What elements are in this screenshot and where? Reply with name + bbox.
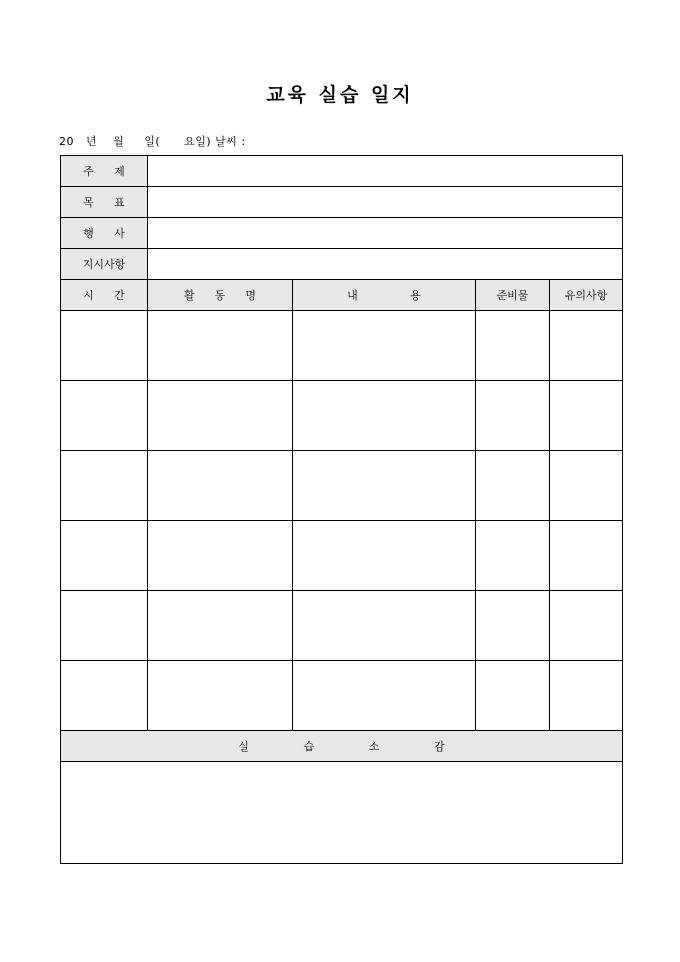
content-header: 내 용 bbox=[293, 280, 476, 311]
materials-cell[interactable] bbox=[476, 311, 550, 381]
event-label: 행 사 bbox=[61, 218, 148, 249]
materials-header: 준비물 bbox=[476, 280, 550, 311]
impressions-row bbox=[61, 762, 623, 864]
instructions-field[interactable] bbox=[148, 249, 623, 280]
schedule-row bbox=[61, 661, 623, 731]
notes-cell[interactable] bbox=[550, 311, 623, 381]
document-title: 교육 실습 일지 bbox=[266, 84, 414, 106]
goal-field[interactable] bbox=[148, 187, 623, 218]
impressions-header: 실 습 소 감 bbox=[61, 731, 623, 762]
schedule-row bbox=[61, 451, 623, 521]
topic-field[interactable] bbox=[148, 156, 623, 187]
notes-cell[interactable] bbox=[550, 381, 623, 451]
time-cell[interactable] bbox=[61, 521, 148, 591]
materials-cell[interactable] bbox=[476, 381, 550, 451]
time-cell[interactable] bbox=[61, 311, 148, 381]
activity-header: 활 동 명 bbox=[148, 280, 293, 311]
activity-cell[interactable] bbox=[148, 381, 293, 451]
time-cell[interactable] bbox=[61, 451, 148, 521]
date-weather-line: 20 년 월 일( 요일) 날씨 : bbox=[59, 135, 246, 148]
notes-cell[interactable] bbox=[550, 451, 623, 521]
notes-cell[interactable] bbox=[550, 661, 623, 731]
activity-cell[interactable] bbox=[148, 311, 293, 381]
activity-cell[interactable] bbox=[148, 451, 293, 521]
event-row bbox=[61, 218, 623, 249]
schedule-row bbox=[61, 591, 623, 661]
schedule-header-row bbox=[61, 280, 623, 311]
impressions-header-row bbox=[61, 731, 623, 762]
content-cell[interactable] bbox=[293, 521, 476, 591]
content-cell[interactable] bbox=[293, 591, 476, 661]
time-cell[interactable] bbox=[61, 591, 148, 661]
schedule-row bbox=[61, 311, 623, 381]
time-cell[interactable] bbox=[61, 381, 148, 451]
topic-label: 주 제 bbox=[61, 156, 148, 187]
instructions-label: 지시사항 bbox=[61, 249, 148, 280]
notes-header: 유의사항 bbox=[550, 280, 623, 311]
time-cell[interactable] bbox=[61, 661, 148, 731]
materials-cell[interactable] bbox=[476, 451, 550, 521]
topic-row bbox=[61, 156, 623, 187]
content-cell[interactable] bbox=[293, 451, 476, 521]
instructions-row bbox=[61, 249, 623, 280]
activity-cell[interactable] bbox=[148, 521, 293, 591]
schedule-row bbox=[61, 381, 623, 451]
goal-row bbox=[61, 187, 623, 218]
time-header: 시 간 bbox=[61, 280, 148, 311]
content-cell[interactable] bbox=[293, 381, 476, 451]
training-log-table bbox=[60, 155, 623, 864]
materials-cell[interactable] bbox=[476, 521, 550, 591]
activity-cell[interactable] bbox=[148, 661, 293, 731]
materials-cell[interactable] bbox=[476, 661, 550, 731]
content-cell[interactable] bbox=[293, 311, 476, 381]
notes-cell[interactable] bbox=[550, 521, 623, 591]
content-cell[interactable] bbox=[293, 661, 476, 731]
schedule-row bbox=[61, 521, 623, 591]
goal-label: 목 표 bbox=[61, 187, 148, 218]
notes-cell[interactable] bbox=[550, 591, 623, 661]
impressions-field[interactable] bbox=[61, 762, 623, 864]
materials-cell[interactable] bbox=[476, 591, 550, 661]
activity-cell[interactable] bbox=[148, 591, 293, 661]
event-field[interactable] bbox=[148, 218, 623, 249]
